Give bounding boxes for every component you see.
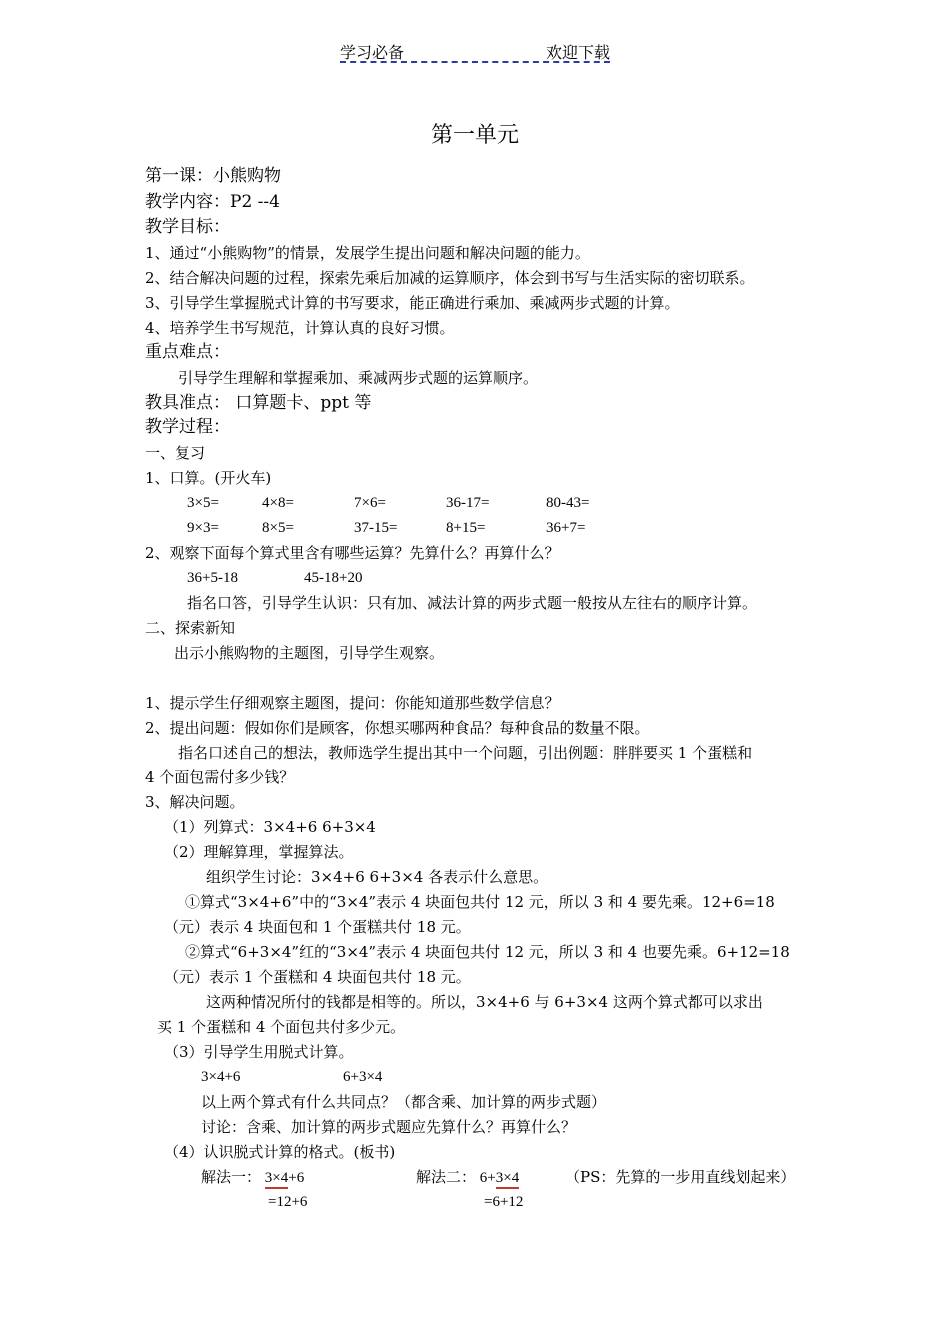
sub-3-exprs xyxy=(0,1067,950,1087)
oral-expr: 8+15= xyxy=(446,520,486,536)
goal-item: 1、通过“小熊购物”的情景，发展学生提出问题和解决问题的能力。 xyxy=(145,244,590,262)
oral-expr: 80-43= xyxy=(546,495,590,511)
observe-note: 指名口答，引导学生认识：只有加、减法计算的两步式题一般按从左往右的顺序计算。 xyxy=(187,594,758,612)
header-dashed-rule xyxy=(340,61,610,63)
sub-3-discussion: 讨论：含乘、加计算的两步式题应先算什么？再算什么？ xyxy=(201,1118,577,1136)
step-2: 2、提出问题：假如你们是顾客，你想买哪两种食品？每种食品的数量不限。 xyxy=(145,719,650,737)
document-title: 第一单元 xyxy=(430,123,519,148)
sub-2-explain-1-cont: （元）表示 4 块面包和 1 个蛋糕共付 18 元。 xyxy=(164,918,471,936)
oral-expr: 9×3= xyxy=(187,520,219,536)
header-right: 欢迎下载 xyxy=(545,43,610,62)
oral-expr: 4×8= xyxy=(262,495,294,511)
method-2 xyxy=(416,1167,519,1188)
goal-item: 4、培养学生书写规范，计算认真的良好习惯。 xyxy=(145,319,455,337)
sub-2-conclusion-cont: 买 1 个蛋糕和 4 个面包共付多少元。 xyxy=(157,1018,406,1036)
oral-expr: 8×5= xyxy=(262,520,294,536)
sub-2-conclusion: 这两种情况所付的钱都是相等的。所以，3×4+6 与 6+3×4 这两个算式都可以求出 xyxy=(206,993,763,1011)
observe-expr: 36+5-18 xyxy=(187,570,238,586)
sub-2-explain-2-cont: （元）表示 1 个蛋糕和 4 块面包共付 18 元。 xyxy=(164,968,471,986)
section-explore: 二、探索新知 xyxy=(145,619,236,637)
oral-row-2 xyxy=(0,518,950,538)
teaching-tools: 教具准点： 口算题卡、ppt 等 xyxy=(145,393,372,413)
sub-2-explain-2: ②算式“6+3×4”红的“3×4”表示 4 块面包共付 12 元，所以 3 和 4 也要先乘。6+12=18 xyxy=(185,943,790,961)
observe-question: 2、观察下面每个算式里含有哪些运算？先算什么？再算什么？ xyxy=(145,544,560,562)
sub-3-expr: 6+3×4 xyxy=(343,1069,383,1085)
sub-1: （1）列算式：3×4+6 6+3×4 xyxy=(164,818,376,836)
goals-heading: 教学目标： xyxy=(145,217,230,237)
explore-intro: 出示小熊购物的主题图，引导学生观察。 xyxy=(174,644,445,662)
section-review: 一、复习 xyxy=(145,444,206,462)
key-points-heading: 重点难点： xyxy=(145,342,230,362)
method-1-step: =12+6 xyxy=(268,1194,308,1210)
method-2-underlined: 3×4 xyxy=(496,1170,519,1189)
method-2-pre: 6+ xyxy=(479,1170,496,1186)
sub-2-discussion: 组织学生讨论：3×4+6 6+3×4 各表示什么意思。 xyxy=(206,868,549,886)
oral-calc-heading: 1、口算。(开火车) xyxy=(145,469,272,487)
goal-item: 3、引导学生掌握脱式计算的书写要求，能正确进行乘加、乘减两步式题的计算。 xyxy=(145,294,680,312)
teaching-content: 教学内容：P2 --4 xyxy=(145,192,280,212)
step-1: 1、提示学生仔细观察主题图，提问：你能知道那些数学信息？ xyxy=(145,694,560,712)
step-2-note: 指名口述自己的想法，教师选学生提出其中一个问题，引出例题：胖胖要买 1 个蛋糕和 xyxy=(178,744,753,762)
method-2-label: 解法二： xyxy=(416,1168,477,1186)
sub-2-explain-1: ①算式“3×4+6”中的“3×4”表示 4 块面包共付 12 元，所以 3 和 4 要先乘。12+6=18 xyxy=(185,893,775,911)
step-2-note-cont: 4 个面包需付多少钱？ xyxy=(145,768,295,786)
ps-note: （PS：先算的一步用直线划起来） xyxy=(565,1168,796,1186)
observe-exprs xyxy=(0,568,950,588)
header-left: 学习必备 xyxy=(340,43,405,62)
oral-expr: 7×6= xyxy=(354,495,386,511)
sub-3: （3）引导学生用脱式计算。 xyxy=(164,1043,354,1061)
method-1 xyxy=(201,1167,304,1188)
method-2-step: =6+12 xyxy=(484,1194,524,1210)
observe-expr: 45-18+20 xyxy=(304,570,363,586)
method-1-label: 解法一： xyxy=(201,1168,262,1186)
page-header xyxy=(340,40,610,62)
oral-expr: 37-15= xyxy=(354,520,398,536)
sub-3-question: 以上两个算式有什么共同点？（都含乘、加计算的两步式题） xyxy=(201,1093,607,1111)
process-heading: 教学过程： xyxy=(145,417,230,437)
goal-item: 2、结合解决问题的过程，探索先乘后加减的运算顺序，体会到书写与生活实际的密切联系。 xyxy=(145,269,755,287)
lesson-title: 第一课：小熊购物 xyxy=(145,166,281,186)
oral-expr: 3×5= xyxy=(187,495,219,511)
sub-3-expr: 3×4+6 xyxy=(201,1069,241,1085)
sub-2: （2）理解算理，掌握算法。 xyxy=(164,843,354,861)
method-1-underlined: 3×4 xyxy=(265,1170,288,1189)
oral-expr: 36+7= xyxy=(546,520,586,536)
oral-row-1 xyxy=(0,493,950,513)
step-3: 3、解决问题。 xyxy=(145,793,245,811)
sub-4: （4）认识脱式计算的格式。(板书) xyxy=(164,1143,396,1161)
key-points-text: 引导学生理解和掌握乘加、乘减两步式题的运算顺序。 xyxy=(178,369,539,387)
oral-expr: 36-17= xyxy=(446,495,490,511)
method-1-rest: +6 xyxy=(288,1170,305,1186)
